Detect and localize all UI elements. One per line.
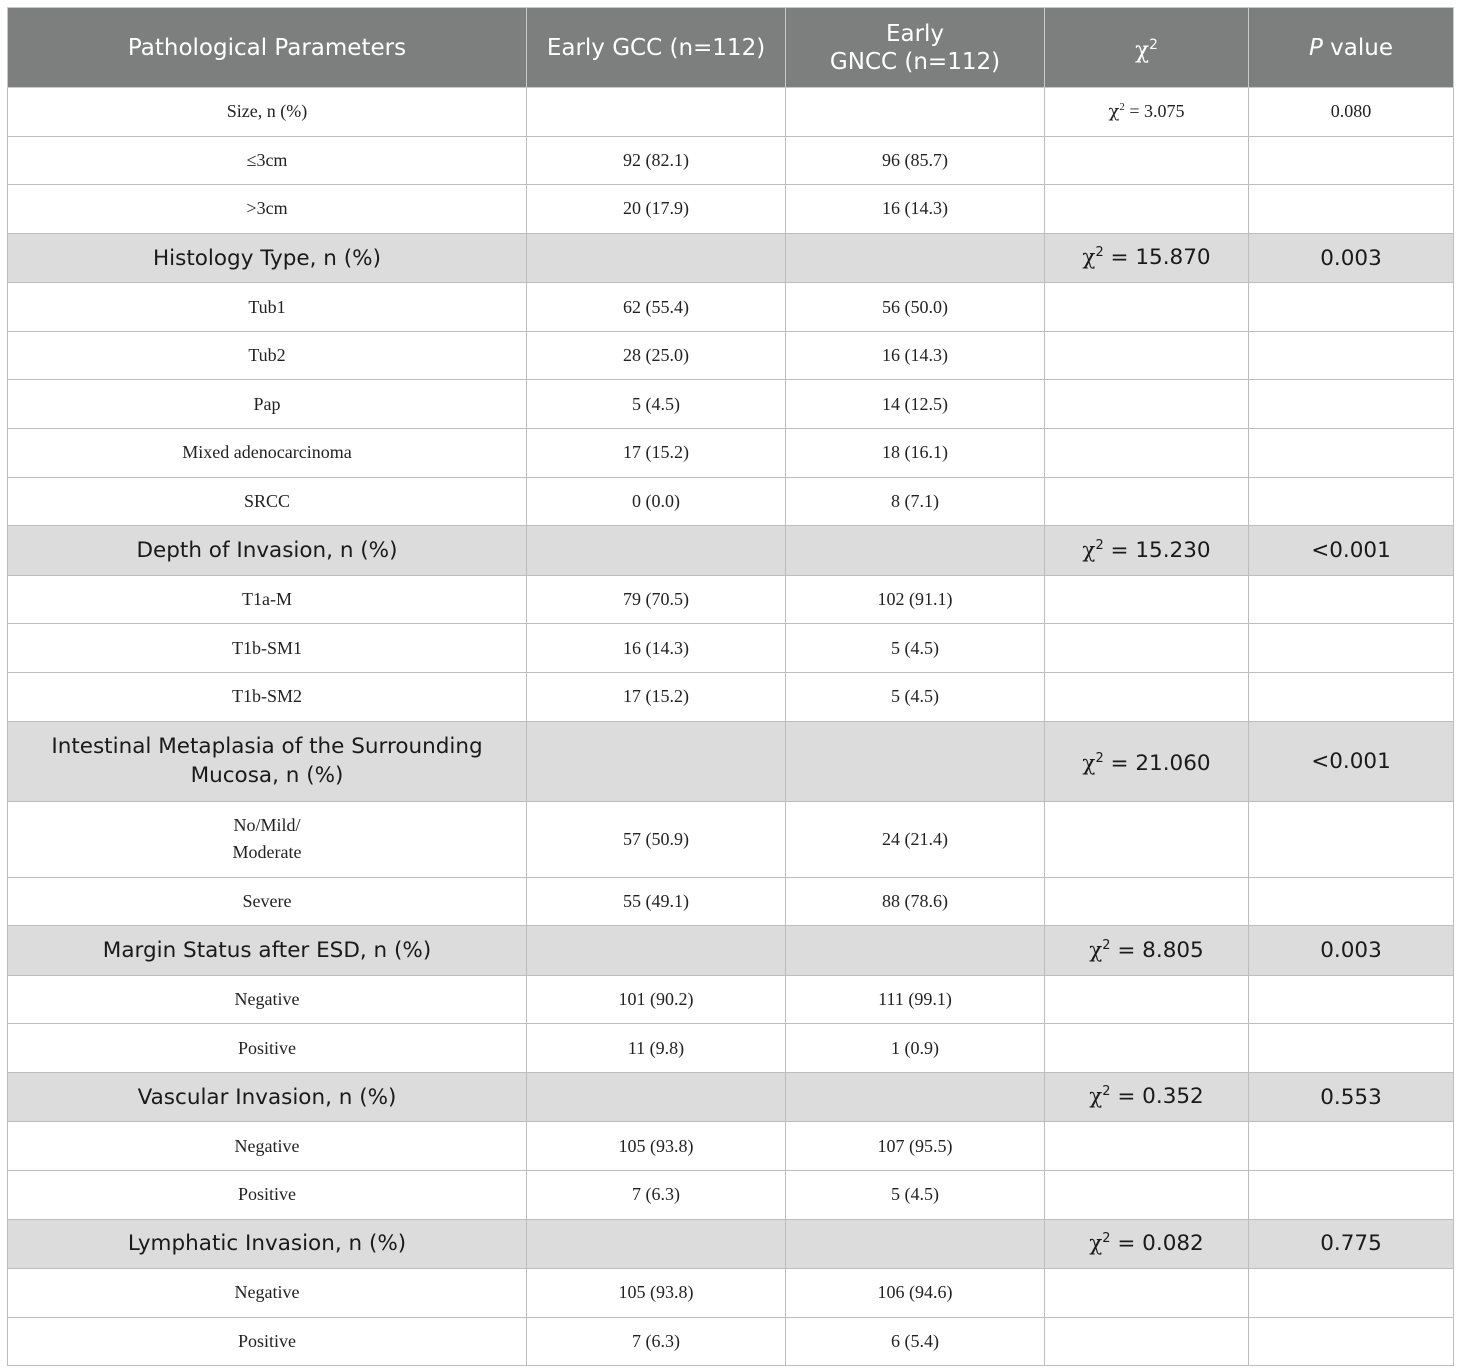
category-row xyxy=(8,88,1454,137)
cell-early-gcc xyxy=(527,233,786,283)
cell-early-gcc: 7 (6.3) xyxy=(527,1170,786,1219)
table-row xyxy=(8,331,1454,380)
row-label: Positive xyxy=(8,1317,527,1366)
table-row xyxy=(8,975,1454,1024)
cell-p-value xyxy=(1249,429,1454,478)
cell-early-gncc xyxy=(786,926,1045,976)
cell-early-gncc xyxy=(786,1219,1045,1269)
cell-early-gcc: 17 (15.2) xyxy=(527,672,786,721)
chi-value: = 0.352 xyxy=(1110,1084,1204,1110)
row-label-line2: Mucosa, n (%) xyxy=(190,763,344,789)
cell-chi-square xyxy=(1045,1072,1249,1122)
cell-chi-square xyxy=(1045,877,1249,926)
chi-symbol: χ xyxy=(1135,37,1150,64)
cell-p-value xyxy=(1249,672,1454,721)
cell-p-value: 0.553 xyxy=(1249,1072,1454,1122)
cell-early-gcc: 17 (15.2) xyxy=(527,429,786,478)
cell-p-value xyxy=(1249,575,1454,624)
cell-chi-square xyxy=(1045,1219,1249,1269)
cell-chi-square xyxy=(1045,233,1249,283)
cell-p-value: 0.003 xyxy=(1249,233,1454,283)
row-label: Negative xyxy=(8,1269,527,1318)
cell-p-value xyxy=(1249,801,1454,877)
table-row xyxy=(8,877,1454,926)
table-body xyxy=(8,88,1454,1366)
cell-early-gcc: 16 (14.3) xyxy=(527,624,786,673)
cell-early-gcc: 105 (93.8) xyxy=(527,1269,786,1318)
row-label: Negative xyxy=(8,975,527,1024)
header-row xyxy=(8,8,1454,88)
cell-chi-square xyxy=(1045,185,1249,234)
cell-early-gncc: 24 (21.4) xyxy=(786,801,1045,877)
cell-early-gncc: 14 (12.5) xyxy=(786,380,1045,429)
table-row xyxy=(8,136,1454,185)
row-label-line1: No/Mild/ xyxy=(233,815,301,836)
chi-value: = 15.870 xyxy=(1103,245,1211,271)
row-label: Lymphatic Invasion, n (%) xyxy=(8,1219,527,1269)
cell-chi-square xyxy=(1045,380,1249,429)
chi-value: = 8.805 xyxy=(1110,937,1204,963)
category-row xyxy=(8,721,1454,801)
cell-early-gcc: 105 (93.8) xyxy=(527,1122,786,1171)
chi-symbol: χ xyxy=(1089,937,1103,963)
chi-superscript: 2 xyxy=(1102,1084,1111,1100)
cell-early-gncc: 96 (85.7) xyxy=(786,136,1045,185)
row-label: Positive xyxy=(8,1024,527,1073)
table-row xyxy=(8,1170,1454,1219)
table-row xyxy=(8,1269,1454,1318)
cell-early-gncc: 18 (16.1) xyxy=(786,429,1045,478)
cell-early-gcc: 101 (90.2) xyxy=(527,975,786,1024)
table-row xyxy=(8,1024,1454,1073)
cell-early-gcc: 79 (70.5) xyxy=(527,575,786,624)
chi-superscript: 2 xyxy=(1102,1231,1111,1247)
cell-p-value: <0.001 xyxy=(1249,526,1454,576)
cell-chi-square xyxy=(1045,1122,1249,1171)
cell-early-gncc: 5 (4.5) xyxy=(786,1170,1045,1219)
cell-p-value xyxy=(1249,877,1454,926)
chi-symbol: χ xyxy=(1089,1231,1103,1257)
chi-value: = 21.060 xyxy=(1103,751,1211,777)
row-label: Vascular Invasion, n (%) xyxy=(8,1072,527,1122)
cell-chi-square xyxy=(1045,526,1249,576)
row-label: Margin Status after ESD, n (%) xyxy=(8,926,527,976)
cell-chi-square xyxy=(1045,624,1249,673)
cell-early-gncc: 8 (7.1) xyxy=(786,477,1045,526)
cell-early-gcc: 92 (82.1) xyxy=(527,136,786,185)
cell-chi-square xyxy=(1045,283,1249,332)
category-row xyxy=(8,1219,1454,1269)
chi-symbol: χ xyxy=(1108,101,1120,123)
row-label: Pap xyxy=(8,380,527,429)
row-label: T1b-SM1 xyxy=(8,624,527,673)
cell-early-gcc: 55 (49.1) xyxy=(527,877,786,926)
cell-early-gncc: 56 (50.0) xyxy=(786,283,1045,332)
cell-early-gcc xyxy=(527,1219,786,1269)
header-parameters: Pathological Parameters xyxy=(8,8,527,88)
table-row xyxy=(8,575,1454,624)
cell-early-gncc: 16 (14.3) xyxy=(786,331,1045,380)
cell-early-gncc: 1 (0.9) xyxy=(786,1024,1045,1073)
row-label: >3cm xyxy=(8,185,527,234)
cell-p-value xyxy=(1249,136,1454,185)
cell-chi-square xyxy=(1045,88,1249,137)
cell-chi-square xyxy=(1045,136,1249,185)
cell-early-gcc xyxy=(527,721,786,801)
cell-early-gncc xyxy=(786,88,1045,137)
cell-p-value xyxy=(1249,1122,1454,1171)
cell-early-gncc: 5 (4.5) xyxy=(786,624,1045,673)
cell-chi-square xyxy=(1045,331,1249,380)
table-row xyxy=(8,801,1454,877)
cell-p-value xyxy=(1249,1024,1454,1073)
cell-early-gcc: 28 (25.0) xyxy=(527,331,786,380)
cell-early-gncc: 16 (14.3) xyxy=(786,185,1045,234)
row-label: SRCC xyxy=(8,477,527,526)
table-row xyxy=(8,380,1454,429)
cell-p-value xyxy=(1249,185,1454,234)
cell-p-value xyxy=(1249,1170,1454,1219)
row-label: ≤3cm xyxy=(8,136,527,185)
cell-chi-square xyxy=(1045,1317,1249,1366)
cell-chi-square xyxy=(1045,477,1249,526)
chi-superscript: 2 xyxy=(1095,750,1104,766)
header-chi-square xyxy=(1045,8,1249,88)
row-label: Tub1 xyxy=(8,283,527,332)
chi-superscript: 2 xyxy=(1095,537,1104,553)
cell-early-gncc: 6 (5.4) xyxy=(786,1317,1045,1366)
chi-symbol: χ xyxy=(1082,751,1096,777)
cell-early-gcc: 0 (0.0) xyxy=(527,477,786,526)
cell-early-gcc: 7 (6.3) xyxy=(527,1317,786,1366)
category-row xyxy=(8,1072,1454,1122)
row-label xyxy=(8,721,527,801)
cell-chi-square xyxy=(1045,1170,1249,1219)
chi-symbol: χ xyxy=(1082,538,1096,564)
cell-p-value xyxy=(1249,1269,1454,1318)
cell-p-value: 0.080 xyxy=(1249,88,1454,137)
cell-early-gcc: 62 (55.4) xyxy=(527,283,786,332)
chi-value: = 3.075 xyxy=(1124,101,1185,122)
cell-early-gncc: 111 (99.1) xyxy=(786,975,1045,1024)
table-row xyxy=(8,477,1454,526)
chi-value: = 15.230 xyxy=(1103,538,1211,564)
header-gncc-line1: Early xyxy=(885,20,945,47)
header-early-gcc: Early GCC (n=112) xyxy=(527,8,786,88)
table-row xyxy=(8,1122,1454,1171)
row-label: Mixed adenocarcinoma xyxy=(8,429,527,478)
row-label-line2: Moderate xyxy=(232,842,302,863)
cell-chi-square xyxy=(1045,721,1249,801)
row-label: Depth of Invasion, n (%) xyxy=(8,526,527,576)
cell-chi-square xyxy=(1045,975,1249,1024)
row-label: Positive xyxy=(8,1170,527,1219)
chi-symbol: χ xyxy=(1082,245,1096,271)
header-gncc-line2: GNCC (n=112) xyxy=(829,48,1001,75)
row-label: Size, n (%) xyxy=(8,88,527,137)
cell-p-value: 0.775 xyxy=(1249,1219,1454,1269)
cell-p-value xyxy=(1249,380,1454,429)
table-container xyxy=(7,7,1454,1366)
cell-early-gncc: 102 (91.1) xyxy=(786,575,1045,624)
header-early-gncc xyxy=(786,8,1045,88)
row-label: Histology Type, n (%) xyxy=(8,233,527,283)
row-label: Tub2 xyxy=(8,331,527,380)
row-label: T1b-SM2 xyxy=(8,672,527,721)
cell-early-gncc xyxy=(786,526,1045,576)
table-row xyxy=(8,672,1454,721)
cell-early-gcc: 11 (9.8) xyxy=(527,1024,786,1073)
cell-early-gcc: 20 (17.9) xyxy=(527,185,786,234)
cell-p-value xyxy=(1249,624,1454,673)
p-italic: P xyxy=(1308,34,1323,61)
cell-early-gncc xyxy=(786,233,1045,283)
category-row xyxy=(8,526,1454,576)
cell-early-gcc xyxy=(527,526,786,576)
cell-early-gcc: 57 (50.9) xyxy=(527,801,786,877)
cell-early-gcc xyxy=(527,1072,786,1122)
chi-symbol: χ xyxy=(1089,1084,1103,1110)
header-p-value xyxy=(1249,8,1454,88)
row-label xyxy=(8,801,527,877)
row-label: Negative xyxy=(8,1122,527,1171)
chi-superscript: 2 xyxy=(1102,937,1111,953)
chi-superscript: 2 xyxy=(1149,36,1158,53)
cell-p-value xyxy=(1249,1317,1454,1366)
cell-p-value xyxy=(1249,283,1454,332)
cell-early-gncc xyxy=(786,1072,1045,1122)
cell-early-gncc xyxy=(786,721,1045,801)
cell-p-value xyxy=(1249,477,1454,526)
row-label: T1a-M xyxy=(8,575,527,624)
table-row xyxy=(8,283,1454,332)
cell-p-value xyxy=(1249,975,1454,1024)
pathology-table xyxy=(7,7,1454,1366)
cell-p-value xyxy=(1249,331,1454,380)
chi-superscript: 2 xyxy=(1119,101,1125,114)
cell-p-value: 0.003 xyxy=(1249,926,1454,976)
cell-chi-square xyxy=(1045,926,1249,976)
category-row xyxy=(8,233,1454,283)
category-row xyxy=(8,926,1454,976)
cell-chi-square xyxy=(1045,672,1249,721)
cell-p-value: <0.001 xyxy=(1249,721,1454,801)
cell-chi-square xyxy=(1045,575,1249,624)
table-row xyxy=(8,185,1454,234)
cell-early-gcc: 5 (4.5) xyxy=(527,380,786,429)
p-rest: value xyxy=(1322,34,1393,61)
table-header xyxy=(8,8,1454,88)
cell-chi-square xyxy=(1045,1024,1249,1073)
table-row xyxy=(8,429,1454,478)
table-row xyxy=(8,624,1454,673)
chi-superscript: 2 xyxy=(1095,245,1104,261)
cell-chi-square xyxy=(1045,429,1249,478)
cell-early-gcc xyxy=(527,926,786,976)
cell-chi-square xyxy=(1045,801,1249,877)
cell-early-gcc xyxy=(527,88,786,137)
cell-early-gncc: 88 (78.6) xyxy=(786,877,1045,926)
cell-early-gncc: 107 (95.5) xyxy=(786,1122,1045,1171)
cell-chi-square xyxy=(1045,1269,1249,1318)
row-label: Severe xyxy=(8,877,527,926)
cell-early-gncc: 5 (4.5) xyxy=(786,672,1045,721)
table-row xyxy=(8,1317,1454,1366)
row-label-line1: Intestinal Metaplasia of the Surrounding xyxy=(51,734,483,760)
cell-early-gncc: 106 (94.6) xyxy=(786,1269,1045,1318)
chi-value: = 0.082 xyxy=(1110,1231,1204,1257)
